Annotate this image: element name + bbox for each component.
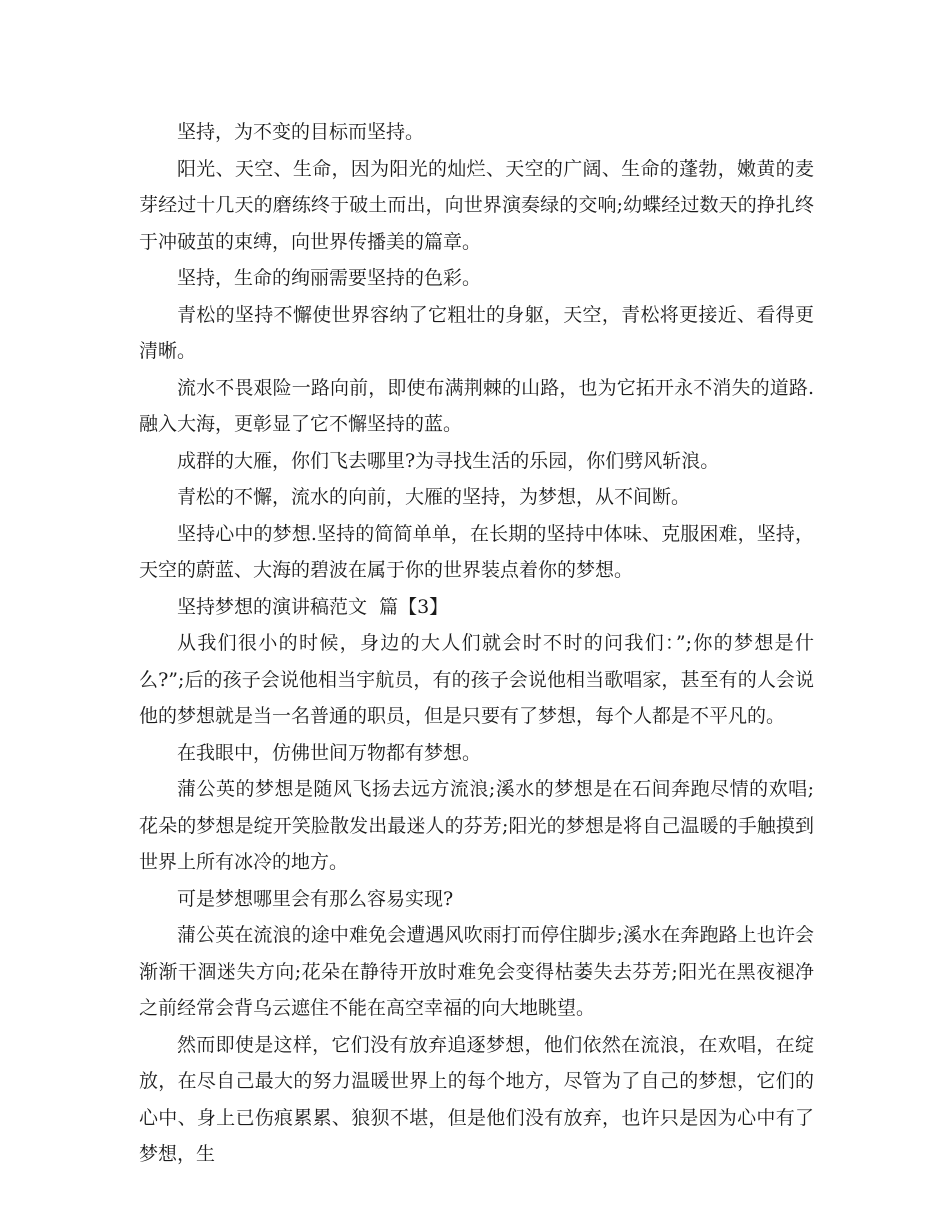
paragraph: 坚持，为不变的目标而坚持。: [177, 121, 425, 143]
paragraph: 可是梦想哪里会有那么容易实现?: [177, 887, 454, 910]
paragraph: 从我们很小的时候，身边的大人们就会时不时的问我们：”;你的梦想是什么?”;后的孩子会说他相当宇航员，有的孩子会说他相当歌唱家，甚至有的人会说他的梦想就是当一名普通的职员，但是只要有了梦想，每个人都是不平凡的。: [139, 632, 814, 727]
paragraph: 在我眼中，仿佛世间万物都有梦想。: [177, 741, 482, 764]
paragraph: 坚持，生命的绚丽需要坚持的色彩。: [177, 267, 482, 289]
paragraph: 蒲公英在流浪的途中难免会遭遇风吹雨打而停住脚步;溪水在奔跑路上也许会渐渐干涸迷失方向;花朵在静待开放时难免会变得枯萎失去芬芳;阳光在黑夜褪净之前经常会背乌云遮住不能在高空幸福的向大地眺望。: [139, 924, 814, 1019]
paragraph: 青松的坚持不懈使世界容纳了它粗壮的身躯，天空，青松将更接近、看得更清晰。: [139, 303, 814, 362]
paragraph: 青松的不懈，流水的向前，大雁的坚持，为梦想，从不间断。: [177, 486, 691, 508]
paragraph: 阳光、天空、生命，因为阳光的灿烂、天空的广阔、生命的蓬勃，嫩黄的麦芽经过十几天的磨练终于破土而出，向世界演奏绿的交响;幼蝶经过数天的挣扎终于冲破茧的束缚，向世界传播美的篇章。: [139, 157, 814, 253]
document-body: [139, 114, 814, 1173]
paragraph: 流水不畏艰险一路向前，即使布满荆棘的山路，也为它拓开永不消失的道路.融入大海，更彰显了它不懈坚持的蓝。: [139, 376, 814, 435]
paragraph: 成群的大雁，你们飞去哪里?为寻找生活的乐园，你们劈风斩浪。: [177, 449, 720, 472]
paragraph: 蒲公英的梦想是随风飞扬去远方流浪;溪水的梦想是在石间奔跑尽情的欢唱;花朵的梦想是绽开笑脸散发出最迷人的芬芳;阳光的梦想是将自己温暖的手触摸到世界上所有冰冷的地方。: [139, 778, 814, 873]
paragraph: 然而即使是这样，它们没有放弃追逐梦想，他们依然在流浪，在欢唱，在绽放，在尽自己最大的努力温暖世界上的每个地方，尽管为了自己的梦想，它们的心中、身上已伤痕累累、狼狈不堪，但是他们没有放弃，也许只是因为心中有了梦想，生: [139, 1033, 814, 1165]
section-heading: 坚持梦想的演讲稿范文 篇【3】: [177, 595, 449, 618]
paragraph: 坚持心中的梦想.坚持的简简单单，在长期的坚持中体味、克服困难，坚持，天空的蔚蓝、大海的碧波在属于你的世界装点着你的梦想。: [139, 522, 814, 581]
